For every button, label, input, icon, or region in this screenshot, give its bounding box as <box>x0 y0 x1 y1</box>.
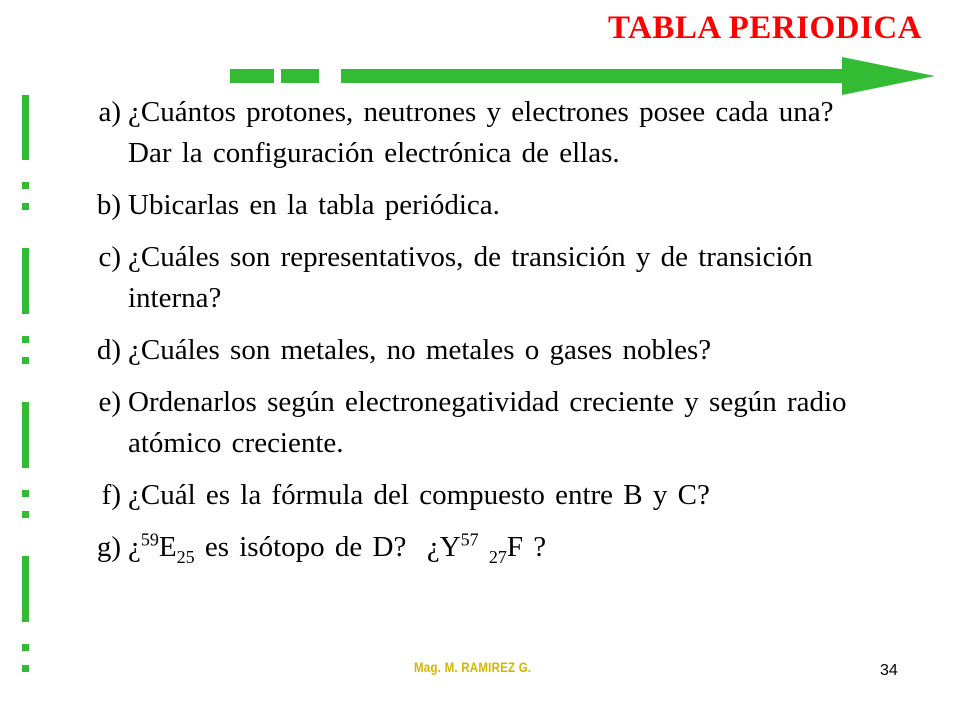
item-label: d) <box>96 334 121 366</box>
question-item-g <box>76 527 876 568</box>
isotope-middle-text: es isótopo de D? ¿Y <box>194 531 461 563</box>
item-text: ¿Cuál es la fórmula del compuesto entre B y C? <box>128 479 710 511</box>
page-number: 34 <box>880 662 898 679</box>
item-label: e) <box>98 386 121 418</box>
isotope-symbol: F <box>506 531 524 563</box>
question-item-b <box>76 185 876 226</box>
isotope-atomic-number: 27 <box>488 546 507 567</box>
item-text: ¿Cuántos protones, neutrones y electrones posee cada una? Dar la configuración electrónica de ellas. <box>128 96 834 169</box>
question-item-d <box>76 330 876 371</box>
question-item-a <box>76 92 876 174</box>
item-text: Ordenarlos según electronegatividad creciente y según radio atómico creciente. <box>128 386 847 459</box>
question-item-c <box>76 237 876 319</box>
question-item-f <box>76 475 876 516</box>
item-text: ¿Cuáles son metales, no metales o gases nobles? <box>128 334 712 366</box>
item-label: a) <box>98 96 121 128</box>
item-label: c) <box>98 241 121 273</box>
decorative-left-bar <box>0 0 40 720</box>
item-label: b) <box>96 189 121 221</box>
decorative-arrow <box>0 0 960 100</box>
question-list <box>76 92 876 579</box>
isotope-atomic-number: 25 <box>176 546 195 567</box>
item-text-isotope <box>128 527 876 568</box>
item-text: Ubicarlas en la tabla periódica. <box>128 189 500 221</box>
isotope-close: ? <box>523 531 547 563</box>
item-label: g) <box>96 531 121 563</box>
item-label: f) <box>101 479 121 511</box>
isotope-symbol: E <box>158 531 177 563</box>
item-text: ¿Cuáles son representativos, de transición y de transición interna? <box>128 241 813 314</box>
isotope-open: ¿ <box>128 531 141 563</box>
footer-author: Mag. M. RAMIREZ G. <box>414 659 532 675</box>
slide-title: TABLA PERIODICA <box>607 10 922 46</box>
question-item-e <box>76 382 876 464</box>
isotope-mass-number: 57 <box>460 529 479 550</box>
isotope-mass-number: 59 <box>140 529 159 550</box>
